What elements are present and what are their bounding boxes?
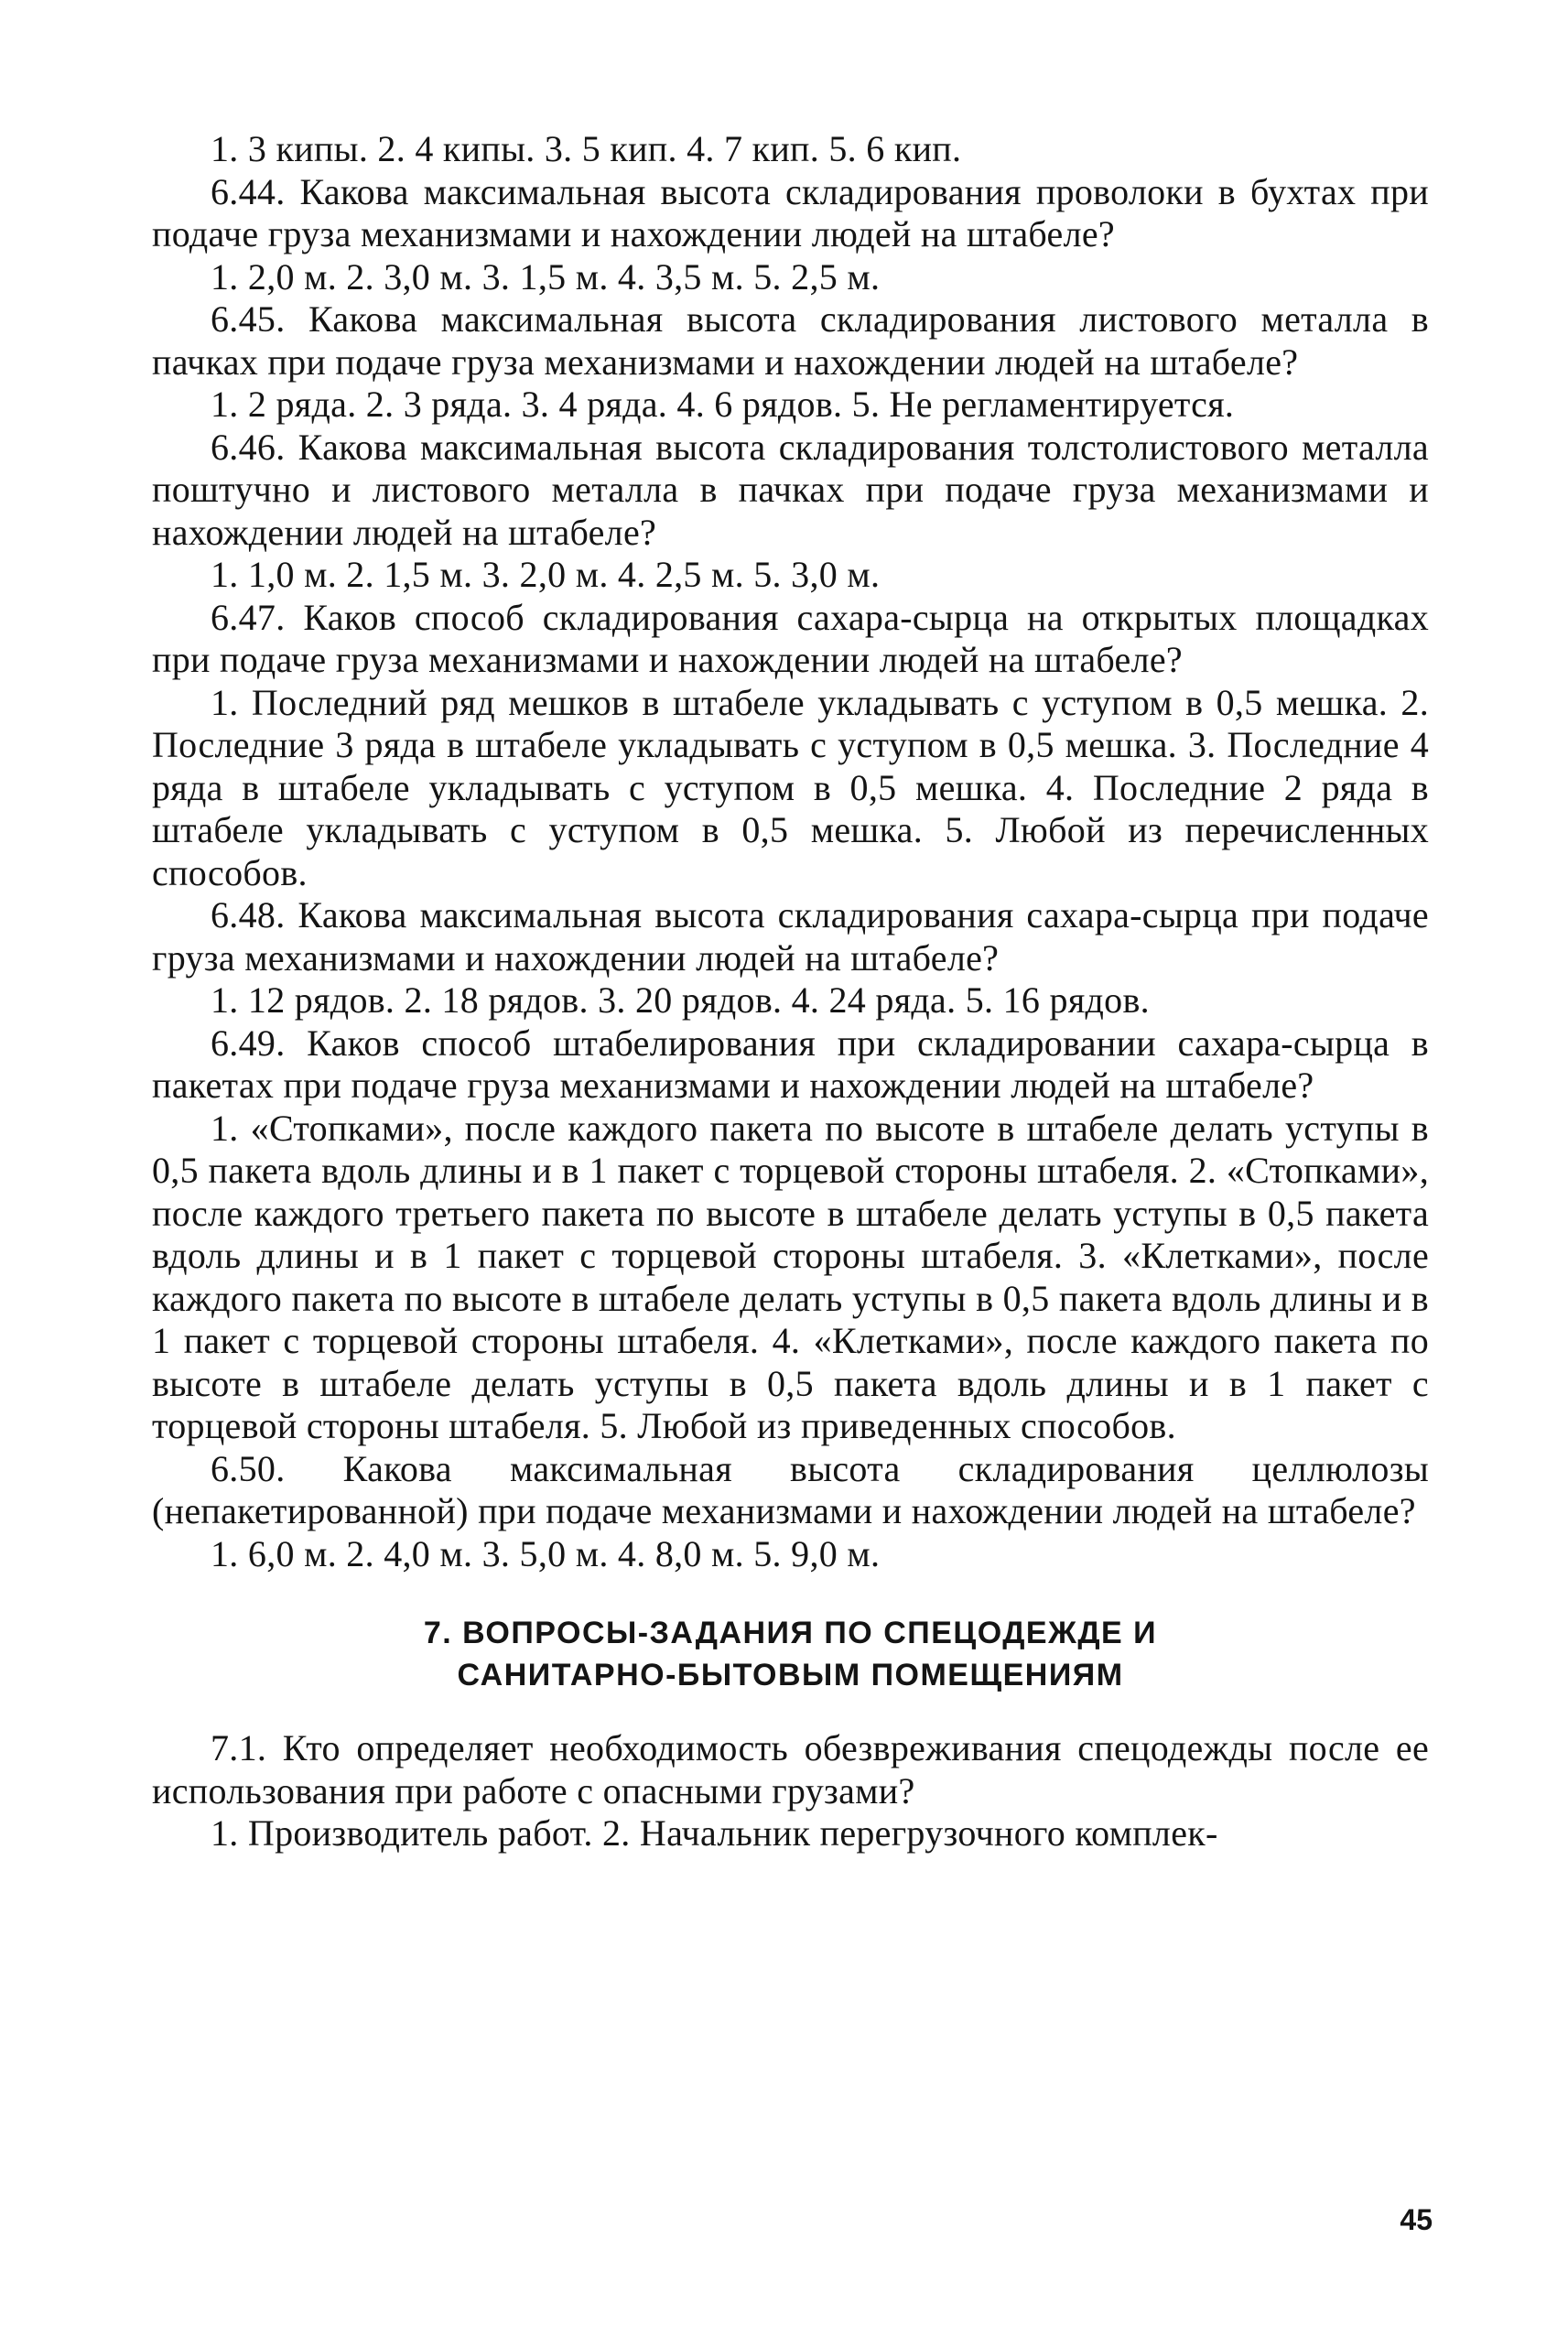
section-heading-line-2: САНИТАРНО-БЫТОВЫМ ПОМЕЩЕНИЯМ — [457, 1658, 1124, 1692]
section-heading-line-1: 7. ВОПРОСЫ-ЗАДАНИЯ ПО СПЕЦОДЕЖДЕ И — [423, 1616, 1158, 1650]
answer-options-6-47: 1. Последний ряд мешков в штабеле укладывать с уступом в 0,5 мешка. 2. Последние 3 ряда в штабеле укладывать с уступом в 0,5 мешка. 3. Последние 4 ряда в штабеле укладывать с уступом в 0,5 мешка. 4. Последние 2 ряда в штабеле укладывать с уступом в 0,5 мешка. 5. Любой из перечисленных способов. — [152, 681, 1429, 893]
page-content — [152, 128, 1429, 1855]
question-6-50: 6.50. Какова максимальная высота складирования целлюлозы (непакетированной) при подаче механизмами и нахождении людей на штабеле? — [152, 1447, 1429, 1531]
question-6-48: 6.48. Какова максимальная высота складирования сахара-сырца при подаче груза механизмами и нахождении людей на штабеле? — [152, 894, 1429, 979]
question-6-44: 6.44. Какова максимальная высота складирования проволоки в бухтах при подаче груза механизмами и нахождении людей на штабеле? — [152, 170, 1429, 254]
section-heading — [152, 1612, 1429, 1696]
answer-options-6-46: 1. 1,0 м. 2. 1,5 м. 3. 2,0 м. 4. 2,5 м. 5. 3,0 м. — [211, 554, 881, 595]
answer-options-6-49: 1. «Стопками», после каждого пакета по высоте в штабеле делать уступы в 0,5 пакета вдоль длины и в 1 пакет с торцевой стороны штабеля. 2. «Стопками», после каждого третьего пакета по высоте в штабеле делать уступы в 0,5 пакета вдоль длины и в 1 пакет с торцевой стороны штабеля. 3. «Клетками», после каждого пакета по высоте в штабеле делать уступы в 0,5 пакета вдоль длины и в 1 пакет с торцевой стороны штабеля. 4. «Клетками», после каждого пакета по высоте в штабеле делать уступы в 0,5 пакета вдоль длины и в 1 пакет с торцевой стороны штабеля. 5. Любой из приведенных способов. — [152, 1107, 1429, 1446]
answer-options-6-43: 1. 3 кипы. 2. 4 кипы. 3. 5 кип. 4. 7 кип. 5. 6 кип. — [211, 128, 962, 169]
question-6-49: 6.49. Каков способ штабелирования при складировании сахара-сырца в пакетах при подаче груза механизмами и нахождении людей на штабеле? — [152, 1022, 1429, 1106]
answer-options-7-1: 1. Производитель работ. 2. Начальник перегрузочного комплек- — [211, 1812, 1218, 1854]
question-6-46: 6.46. Какова максимальная высота складирования толстолистового металла поштучно и листового металла в пачках при подаче груза механизмами и нахождении людей на штабеле? — [152, 426, 1429, 553]
answer-options-6-44: 1. 2,0 м. 2. 3,0 м. 3. 1,5 м. 4. 3,5 м. 5. 2,5 м. — [211, 255, 881, 297]
question-6-47: 6.47. Каков способ складирования сахара-сырца на открытых площадках при подаче груза механизмами и нахождении людей на штабеле? — [152, 596, 1429, 680]
question-6-45: 6.45. Какова максимальная высота складирования листового металла в пачках при подаче груза механизмами и нахождении людей на штабеле? — [152, 298, 1429, 383]
answer-options-6-50: 1. 6,0 м. 2. 4,0 м. 3. 5,0 м. 4. 8,0 м. 5. 9,0 м. — [211, 1532, 881, 1574]
answer-options-6-45: 1. 2 ряда. 2. 3 ряда. 3. 4 ряда. 4. 6 рядов. 5. Не регламентируется. — [211, 384, 1235, 425]
page-number: 45 — [1400, 2203, 1433, 2236]
question-7-1: 7.1. Кто определяет необходимость обезвреживания спецодежды после ее использования при работе с опасными грузами? — [152, 1727, 1429, 1811]
answer-options-6-48: 1. 12 рядов. 2. 18 рядов. 3. 20 рядов. 4. 24 ряда. 5. 16 рядов. — [211, 979, 1150, 1021]
